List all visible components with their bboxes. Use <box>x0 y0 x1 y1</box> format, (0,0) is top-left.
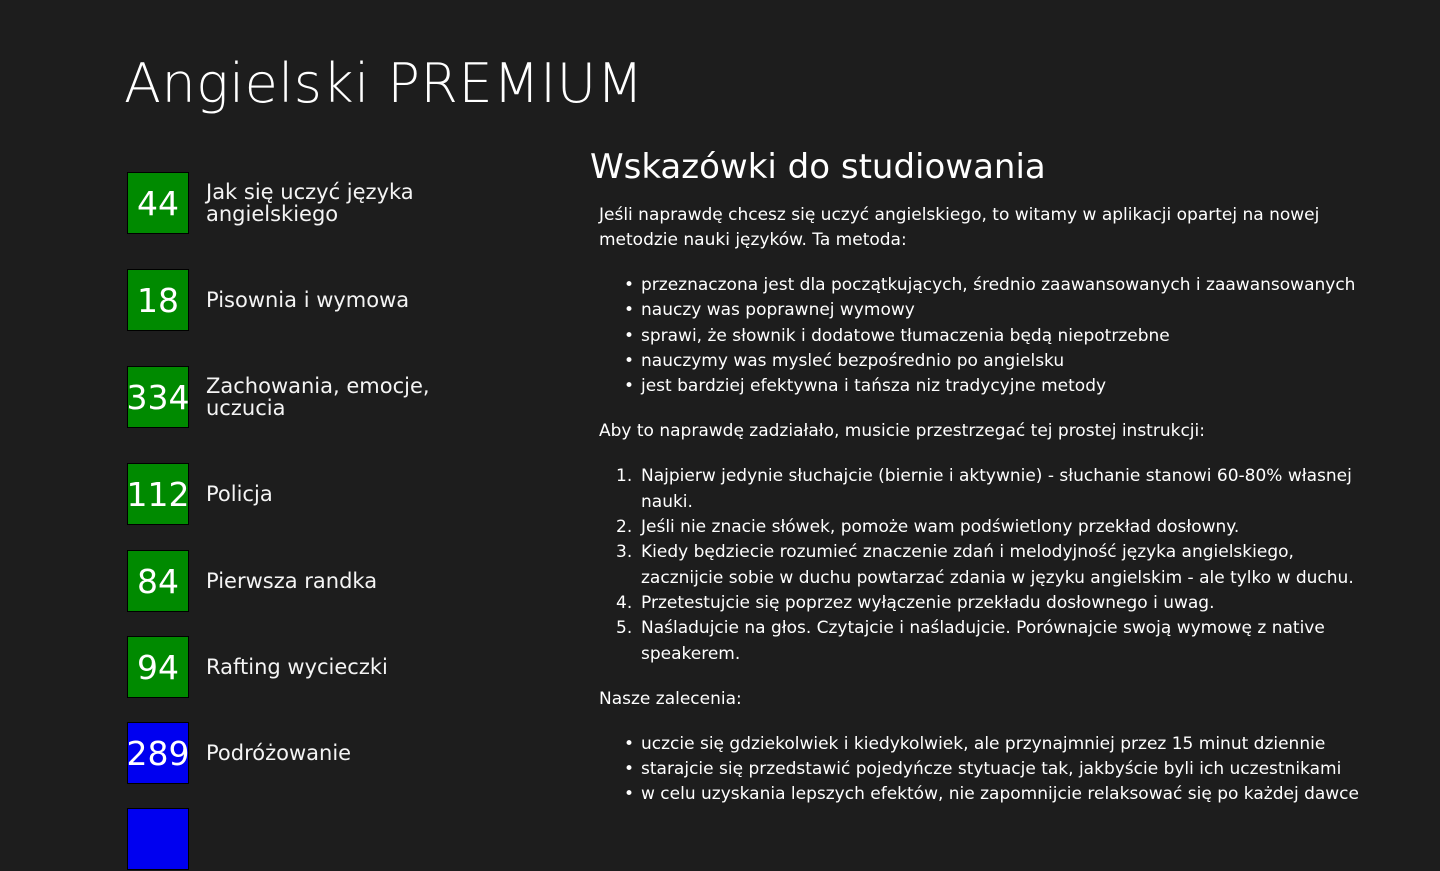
list-item: Najpierw jedynie słuchajcie (biernie i aktywnie) - słuchanie stanowi 60-80% własnej nauki. <box>641 466 1352 512</box>
category-item[interactable] <box>127 171 466 235</box>
recommendations-list <box>641 732 1380 808</box>
category-item[interactable] <box>127 462 466 526</box>
category-item[interactable] <box>127 721 466 785</box>
category-label: Pierwsza randka <box>206 569 378 593</box>
list-item: • jest bardziej efektywna i tańsza niz tradycyjne metody <box>641 374 1380 399</box>
list-item: Kiedy będziecie rozumieć znaczenie zdań i melodyjność języka angielskiego, zacznijcie sobie w duchu powtarzać zdania w języku angielskim - ale tylko w duchu. <box>641 542 1354 588</box>
list-item: Naśladujcie na głos. Czytajcie i naśladujcie. Porównajcie swoją wymowę z native speakerem. <box>641 618 1325 664</box>
category-label: Pisownia i wymowa <box>206 288 410 312</box>
list-item: • nauczymy was mysleć bezpośrednio po angielsku <box>641 349 1380 374</box>
steps-list <box>641 464 1380 666</box>
recommendations-intro: Nasze zalecenia: <box>599 688 742 709</box>
list-item: • w celu uzyskania lepszych efektów, nie zapomnijcie relaksować się po każdej dawce <box>641 782 1380 807</box>
content-heading: Wskazówki do studiowania <box>590 147 1046 187</box>
count-tile: 84 <box>127 550 189 612</box>
count-tile <box>127 808 189 870</box>
list-item: • uczcie się gdziekolwiek i kiedykolwiek, ale przynajmniej przez 15 minut dziennie <box>641 732 1380 757</box>
list-item: • nauczy was poprawnej wymowy <box>641 298 1380 323</box>
count-tile: 18 <box>127 269 189 331</box>
app-title: Angielski PREMIUM <box>124 52 644 115</box>
intro-paragraph: Jeśli naprawdę chcesz się uczyć angielskiego, to witamy w aplikacji opartej na nowej metodzie nauki języków. Ta metoda: <box>599 205 1320 250</box>
count-tile: 289 <box>127 722 189 784</box>
category-item[interactable] <box>127 549 466 613</box>
count-tile: 334 <box>127 366 189 428</box>
category-label: Jak się uczyć języka angielskiego <box>206 180 414 226</box>
list-item: • sprawi, że słownik i dodatowe tłumaczenia będą niepotrzebne <box>641 324 1380 349</box>
category-item[interactable] <box>127 635 466 699</box>
count-tile: 44 <box>127 172 189 234</box>
category-label: Rafting wycieczki <box>206 655 388 679</box>
category-item[interactable] <box>127 268 466 332</box>
category-label: Zachowania, emocje, uczucia <box>206 374 430 420</box>
study-tips-panel <box>590 147 1380 808</box>
list-item: • starajcie się przedstawić pojedyńcze stytuacje tak, jakbyście byli ich uczestnikami <box>641 757 1380 782</box>
category-label: Policja <box>206 482 273 506</box>
list-item: • przeznaczona jest dla początkujących, średnio zaawansowanych i zaawansowanych <box>641 273 1380 298</box>
count-tile: 94 <box>127 636 189 698</box>
category-item[interactable] <box>127 807 189 871</box>
category-label: Podróżowanie <box>206 741 352 765</box>
list-item: Jeśli nie znacie słówek, pomoże wam podświetlony przekład dosłowny. <box>641 517 1240 538</box>
features-list <box>641 273 1380 399</box>
list-item: Przetestujcie się poprzez wyłączenie przekładu dosłownego i uwag. <box>641 592 1215 613</box>
category-item[interactable] <box>127 365 466 429</box>
instruction-intro: Aby to naprawdę zadziałało, musicie przestrzegać tej prostej instrukcji: <box>599 421 1205 442</box>
count-tile: 112 <box>127 463 189 525</box>
